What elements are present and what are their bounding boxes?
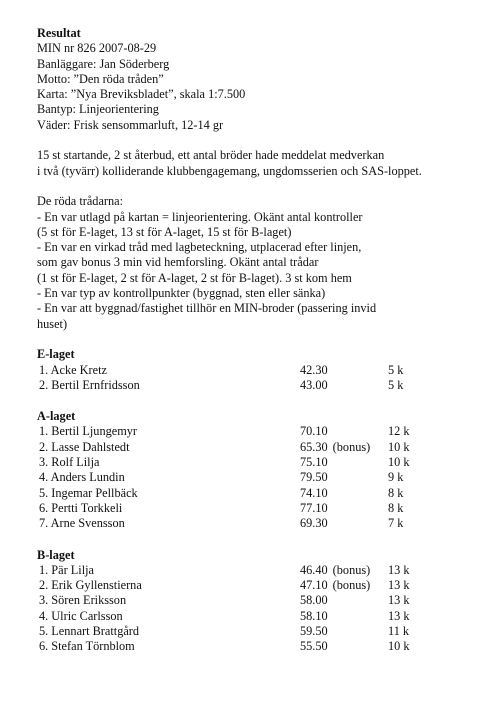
result-row <box>37 563 477 578</box>
team-heading: E-laget <box>37 347 75 362</box>
runner-name: 6. Pertti Torkkeli <box>39 500 123 515</box>
intro-line: 15 st startande, 2 st återbud, ett antal bröder hade meddelat medverkan <box>37 148 385 163</box>
runner-time: 77.10 <box>300 500 328 515</box>
result-row <box>37 470 477 485</box>
team-section <box>37 548 477 655</box>
document-title: Resultat <box>37 26 81 40</box>
result-row <box>37 639 477 654</box>
runner-name: 7. Arne Svensson <box>39 516 125 531</box>
threads-line: som gav bonus 3 min vid hemforsling. Okänt antal trådar <box>37 255 319 270</box>
result-row <box>37 624 477 639</box>
result-row <box>37 424 477 439</box>
runner-time-cell <box>300 624 328 639</box>
runner-name: 6. Stefan Törnblom <box>39 639 135 654</box>
spacer <box>37 532 477 548</box>
runner-time: 70.10 <box>300 424 328 439</box>
controls-count: 13 k <box>388 593 410 608</box>
result-row <box>37 501 477 516</box>
threads-line: (1 st för E-laget, 2 st för A-laget, 2 st för B-laget). 3 st kom hem <box>37 270 352 285</box>
bonus-note: (bonus) <box>332 439 371 454</box>
result-row <box>37 578 477 593</box>
team-section <box>37 409 477 531</box>
runner-name: 4. Ulric Carlsson <box>39 608 123 623</box>
runner-time-cell <box>300 501 328 516</box>
intro-line: i två (tyvärr) kolliderande klubbengagemang, ungdomsserien och SAS-loppet. <box>37 163 422 178</box>
runner-time-cell <box>300 440 370 455</box>
controls-count: 10 k <box>388 455 410 470</box>
runner-time-cell <box>300 593 328 608</box>
threads-line: - En var att byggnad/fastighet tillhör en MIN-broder (passering invid <box>37 301 377 316</box>
runner-time-cell <box>300 378 328 393</box>
threads-line: - En var utlagd på kartan = linjeorientering. Okänt antal kontroller <box>37 209 363 224</box>
runner-name: 5. Ingemar Pellbäck <box>39 485 138 500</box>
results-teams <box>37 347 477 654</box>
controls-count: 10 k <box>388 439 410 454</box>
runner-time: 75.10 <box>300 455 328 470</box>
controls-count: 11 k <box>388 623 410 638</box>
spacer <box>37 393 477 409</box>
runner-time: 47.10 <box>300 578 328 593</box>
controls-count: 5 k <box>388 377 404 392</box>
result-row <box>37 486 477 501</box>
runner-name: 3. Sören Eriksson <box>39 593 127 608</box>
threads-line: - En var en virkad tråd med lagbeteckning, utplacerad efter linjen, <box>37 240 362 255</box>
runner-time-cell <box>300 578 370 593</box>
controls-count: 12 k <box>388 424 410 439</box>
result-row <box>37 609 477 624</box>
result-row <box>37 363 477 378</box>
runner-time-cell <box>300 455 328 470</box>
runner-time-cell <box>300 363 328 378</box>
motto-line: Motto: ”Den röda tråden” <box>37 71 164 86</box>
threads-line: (5 st för E-laget, 13 st för A-laget, 15 st för B-laget) <box>37 224 292 239</box>
runner-name: 1. Pär Lilja <box>39 562 94 577</box>
runner-time: 46.40 <box>300 562 328 577</box>
controls-count: 10 k <box>388 639 410 654</box>
controls-count: 9 k <box>388 470 404 485</box>
result-row <box>37 378 477 393</box>
map-line: Karta: ”Nya Breviksbladet”, skala 1:7.500 <box>37 87 246 102</box>
controls-count: 5 k <box>388 362 404 377</box>
runner-time-cell <box>300 609 328 624</box>
runner-time-cell <box>300 516 328 531</box>
runner-time: 55.50 <box>300 639 328 654</box>
result-row <box>37 516 477 531</box>
runner-time: 58.00 <box>300 593 328 608</box>
runner-time-cell <box>300 563 370 578</box>
runner-time: 58.10 <box>300 608 328 623</box>
spacer <box>37 332 477 347</box>
runner-time-cell <box>300 486 328 501</box>
runner-time: 42.30 <box>300 362 328 377</box>
runner-name: 5. Lennart Brattgård <box>39 623 140 638</box>
course-setter-line: Banläggare: Jan Söderberg <box>37 56 170 71</box>
runner-time: 74.10 <box>300 485 328 500</box>
runner-name: 2. Lasse Dahlstedt <box>39 439 130 454</box>
result-row <box>37 593 477 608</box>
runner-time: 79.50 <box>300 470 328 485</box>
controls-count: 7 k <box>388 516 404 531</box>
bonus-note: (bonus) <box>332 562 371 577</box>
controls-count: 8 k <box>388 485 404 500</box>
team-section <box>37 347 477 393</box>
runner-name: 2. Erik Gyllenstierna <box>39 578 142 593</box>
threads-line: - En var typ av kontrollpunkter (byggnad, sten eller sänka) <box>37 286 326 301</box>
team-heading: B-laget <box>37 547 75 562</box>
spacer <box>37 133 477 148</box>
runner-time-cell <box>300 639 328 654</box>
controls-count: 13 k <box>388 562 410 577</box>
threads-line: huset) <box>37 316 68 331</box>
result-row <box>37 455 477 470</box>
threads-heading: De röda trådarna: <box>37 194 124 209</box>
runner-time: 65.30 <box>300 439 328 454</box>
runner-time-cell <box>300 424 328 439</box>
runner-time-cell <box>300 470 328 485</box>
runner-time: 59.50 <box>300 623 328 638</box>
event-info-line: MIN nr 826 2007-08-29 <box>37 41 157 56</box>
spacer <box>37 179 477 194</box>
team-heading: A-laget <box>37 409 76 424</box>
controls-count: 13 k <box>388 578 410 593</box>
runner-time: 43.00 <box>300 377 328 392</box>
course-type-line: Bantyp: Linjeorientering <box>37 102 159 117</box>
weather-line: Väder: Frisk sensommarluft, 12-14 gr <box>37 117 224 132</box>
runner-time: 69.30 <box>300 516 328 531</box>
runner-name: 3. Rolf Lilja <box>39 455 100 470</box>
bonus-note: (bonus) <box>332 578 371 593</box>
controls-count: 13 k <box>388 608 410 623</box>
runner-name: 1. Acke Kretz <box>39 362 107 377</box>
runner-name: 1. Bertil Ljungemyr <box>39 424 138 439</box>
runner-name: 2. Bertil Ernfridsson <box>39 377 140 392</box>
controls-count: 8 k <box>388 500 404 515</box>
result-row <box>37 440 477 455</box>
runner-name: 4. Anders Lundin <box>39 470 125 485</box>
results-document <box>37 26 477 655</box>
